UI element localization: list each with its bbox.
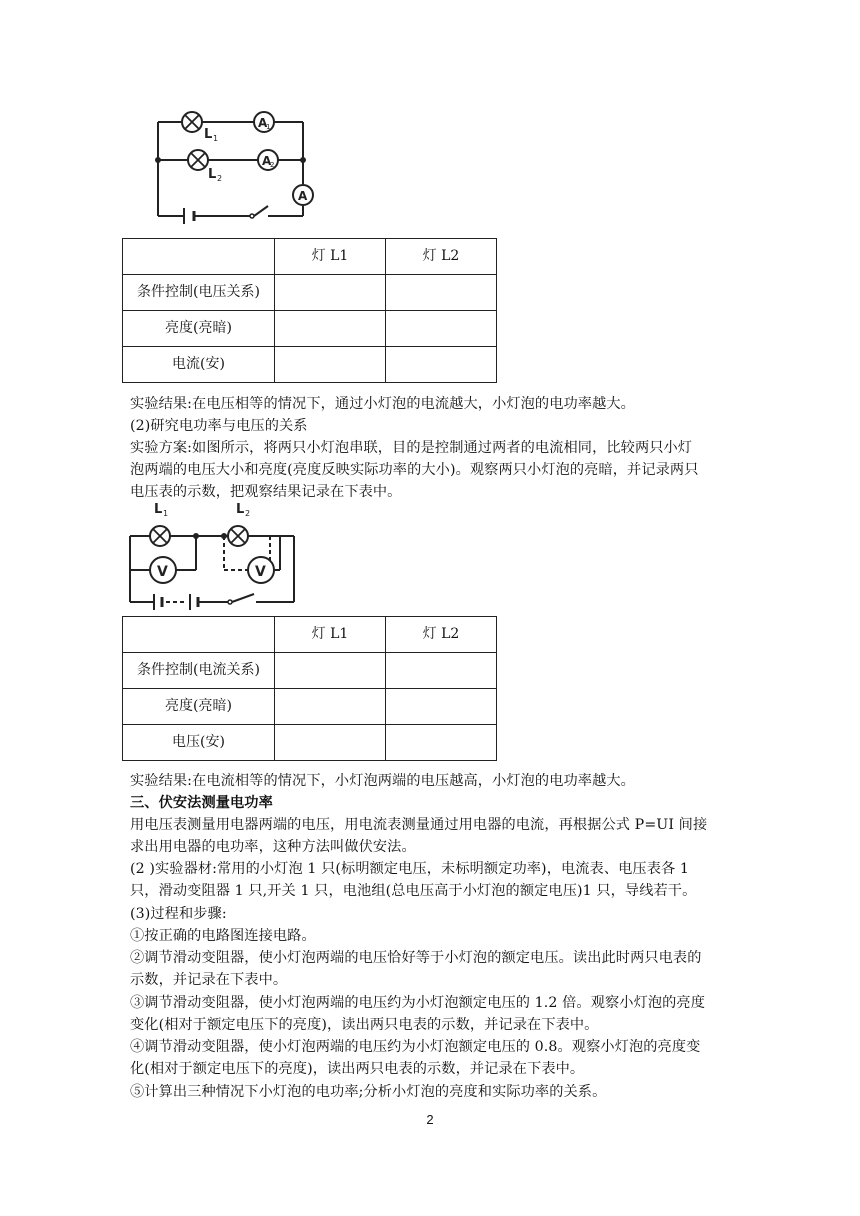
section-heading: 三、伏安法测量电功率 <box>130 795 273 811</box>
table-cell <box>386 311 497 347</box>
table-cell <box>386 689 497 725</box>
text-line: 变化(相对于额定电压下的亮度)，读出两只电表的示数，并记录在下表中。 <box>130 1017 599 1033</box>
text-line: (2 )实验器材:常用的小灯泡 1 只(标明额定电压，未标明额定功率)，电流表、电压表各 1 <box>130 861 690 877</box>
table-header-row <box>123 239 497 275</box>
table-cell <box>275 311 386 347</box>
table-row-label: 亮度(亮暗) <box>123 311 275 347</box>
text-line: ①按正确的电路图连接电路。 <box>130 928 316 944</box>
lamp-l1-subscript: 1 <box>163 509 169 518</box>
lamp-l1-symbol <box>150 526 170 546</box>
table-header-cell: 灯 L2 <box>386 617 497 653</box>
table-row <box>123 311 497 347</box>
table-cell <box>386 725 497 761</box>
table-cell <box>275 347 386 383</box>
table-row-label: 电压(安) <box>123 725 275 761</box>
table-voltage-relation <box>122 616 497 761</box>
table-current-relation <box>122 238 497 383</box>
lamp-l1-subscript: 1 <box>213 134 219 143</box>
table-cell <box>386 275 497 311</box>
table-row <box>123 275 497 311</box>
lamp-l1-label: L <box>204 127 213 142</box>
table-row-label: 电流(安) <box>123 347 275 383</box>
ammeter-a2-subscript: 2 <box>270 161 275 169</box>
ammeter-main-label: A <box>298 189 308 203</box>
table-row <box>123 347 497 383</box>
table-header-cell <box>123 239 275 275</box>
lamp-l1-label: L <box>154 502 163 517</box>
table-header-cell: 灯 L1 <box>275 239 386 275</box>
table-header-row <box>123 617 497 653</box>
text-line: 泡两端的电压大小和亮度(亮度反映实际功率的大小)。观察两只小灯泡的亮暗，并记录两只 <box>130 462 699 478</box>
voltmeter-v2-label: V <box>255 564 266 580</box>
table-row <box>123 725 497 761</box>
lamp-l2-label: L <box>236 502 245 517</box>
text-line: 只，滑动变阻器 1 只,开关 1 只，电池组(总电压高于小灯泡的额定电压)1 只，导线若干。 <box>130 883 697 899</box>
ammeter-a1-label: A <box>258 116 268 130</box>
text-line: 实验结果:在电压相等的情况下，通过小灯泡的电流越大，小灯泡的电功率越大。 <box>130 396 635 412</box>
text-line: 用电压表测量用电器两端的电压，用电流表测量通过用电器的电流，再根据公式 P=UI 间接 <box>130 817 708 833</box>
table-row <box>123 689 497 725</box>
table-row-label: 条件控制(电压关系) <box>123 275 275 311</box>
table-cell <box>275 725 386 761</box>
text-line: ④调节滑动变阻器，使小灯泡两端的电压约为小灯泡额定电压的 0.8。观察小灯泡的亮度变 <box>130 1039 701 1055</box>
text-line: 求出用电器的电功率，这种方法叫做伏安法。 <box>130 839 416 855</box>
series-circuit-diagram <box>124 498 302 612</box>
text-line: 化(相对于额定电压下的亮度)，读出两只电表的示数，并记录在下表中。 <box>130 1061 585 1077</box>
voltmeter-v1-label: V <box>157 564 168 580</box>
text-line: 实验方案:如图所示，将两只小灯泡串联，目的是控制通过两者的电流相同，比较两只小灯 <box>130 440 693 456</box>
ammeter-a2-label: A <box>262 154 272 168</box>
table-cell <box>275 689 386 725</box>
lamp-l2-symbol <box>228 526 248 546</box>
table-header-cell <box>123 617 275 653</box>
table-header-cell: 灯 L2 <box>386 239 497 275</box>
table-cell <box>386 653 497 689</box>
text-line: ②调节滑动变阻器，使小灯泡两端的电压恰好等于小灯泡的额定电压。读出此时两只电表的 <box>130 950 702 966</box>
text-line: ⑤计算出三种情况下小灯泡的电功率;分析小灯泡的亮度和实际功率的关系。 <box>130 1084 607 1100</box>
table-cell <box>275 275 386 311</box>
lamp-l2-symbol <box>188 150 208 170</box>
table-cell <box>386 347 497 383</box>
lamp-l2-label: L <box>208 167 217 182</box>
table-row <box>123 653 497 689</box>
page-number: 2 <box>426 1112 434 1127</box>
text-line: ③调节滑动变阻器，使小灯泡两端的电压约为小灯泡额定电压的 1.2 倍。观察小灯泡的亮度 <box>130 995 706 1011</box>
ammeter-a1-subscript: 1 <box>266 123 271 131</box>
lamp-l2-subscript: 2 <box>217 174 223 183</box>
section-heading: (2)研究电功率与电压的关系 <box>130 418 308 434</box>
lamp-l2-subscript: 2 <box>245 509 251 518</box>
table-row-label: 亮度(亮暗) <box>123 689 275 725</box>
parallel-circuit-diagram <box>150 104 320 226</box>
text-line: 电压表的示数，把观察结果记录在下表中。 <box>130 484 402 500</box>
text-line: 实验结果:在电流相等的情况下，小灯泡两端的电压越高，小灯泡的电功率越大。 <box>130 773 635 789</box>
table-cell <box>275 653 386 689</box>
text-line: 示数，并记录在下表中。 <box>130 972 288 988</box>
table-row-label: 条件控制(电流关系) <box>123 653 275 689</box>
lamp-l1-symbol <box>182 112 202 132</box>
table-header-cell: 灯 L1 <box>275 617 386 653</box>
text-line: (3)过程和步骤: <box>130 906 227 922</box>
